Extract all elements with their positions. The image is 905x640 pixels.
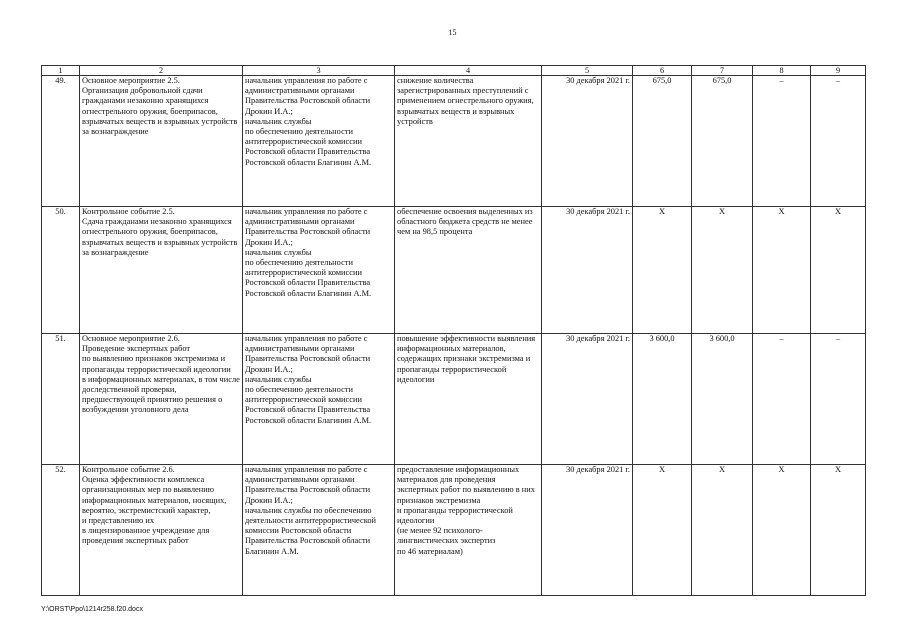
deadline-date: 30 декабря 2021 г. <box>542 465 633 596</box>
event-name: Основное мероприятие 2.6. Проведение экспертных работ по выявлению признаков экстремизма и пропаганды террористической идеологии в информационных материалах, в том числе доследственной проверки, предшествующей принятию решения о возбуждении уголовного дела <box>80 334 243 465</box>
page-number: 15 <box>448 28 457 37</box>
header-cell: 5 <box>542 66 633 76</box>
value-col7: Х <box>692 207 753 334</box>
value-col9: Х <box>811 465 866 596</box>
value-col9: Х <box>811 207 866 334</box>
responsible-person: начальник управления по работе с административными органами Правительства Ростовской области Дрокин И.А.; начальник службы по обеспечению деятельности антитеррористической комиссии Ростовской области Правительства Ростовской области Благинин А.М. <box>243 465 395 596</box>
responsible-person: начальник управления по работе с административными органами Правительства Ростовской области Дрокин И.А.; начальник службы по обеспечению деятельности антитеррористической комиссии Ростовской области Правительства Ростовской области Благинин А.М. <box>243 334 395 465</box>
value-col6: 3 600,0 <box>633 334 692 465</box>
value-col8: – <box>753 334 811 465</box>
expected-result: предоставление информационных материалов для проведения экспертных работ по выявлению в них признаков экстремизма и пропаганды террористической идеологии (не менее 92 психолого-лингвистических экспертиз по 46 материалам) <box>395 465 542 596</box>
value-col7: 675,0 <box>692 76 753 207</box>
header-cell: 4 <box>395 66 542 76</box>
header-cell: 1 <box>42 66 80 76</box>
expected-result: повышение эффективности выявления информационных материалов, содержащих признаки экстремизма и пропаганды террористической идеологии <box>395 334 542 465</box>
header-cell: 9 <box>811 66 866 76</box>
value-col8: – <box>753 76 811 207</box>
table-row <box>42 207 866 334</box>
header-cell: 8 <box>753 66 811 76</box>
value-col7: Х <box>692 465 753 596</box>
plan-table <box>41 65 866 596</box>
deadline-date: 30 декабря 2021 г. <box>542 207 633 334</box>
header-cell: 2 <box>80 66 243 76</box>
value-col9: – <box>811 334 866 465</box>
header-cell: 7 <box>692 66 753 76</box>
value-col6: Х <box>633 207 692 334</box>
value-col7: 3 600,0 <box>692 334 753 465</box>
row-number: 52. <box>42 465 80 596</box>
value-col6: Х <box>633 465 692 596</box>
table-row <box>42 465 866 596</box>
header-cell: 6 <box>633 66 692 76</box>
event-name: Основное мероприятие 2.5. Организация добровольной сдачи гражданами незаконно хранящихся огнестрельного оружия, боеприпасов, взрывчатых веществ и взрывных устройств за вознаграждение <box>80 76 243 207</box>
row-number: 50. <box>42 207 80 334</box>
expected-result: обеспечение освоения выделенных из областного бюджета средств не менее чем на 98,5 процента <box>395 207 542 334</box>
deadline-date: 30 декабря 2021 г. <box>542 334 633 465</box>
value-col8: Х <box>753 465 811 596</box>
header-row <box>42 66 866 76</box>
event-name: Контрольное событие 2.5. Сдача гражданами незаконно хранящихся огнестрельного оружия, боеприпасов, взрывчатых веществ и взрывных устройств за вознаграждение <box>80 207 243 334</box>
table-row <box>42 76 866 207</box>
event-name: Контрольное событие 2.6. Оценка эффективности комплекса организационных мер по выявлению информационных материалов, носящих, вероятно, экстремистский характер, и представлению их в лицензированное учреждение для проведения экспертных работ <box>80 465 243 596</box>
value-col6: 675,0 <box>633 76 692 207</box>
responsible-person: начальник управления по работе с административными органами Правительства Ростовской области Дрокин И.А.; начальник службы по обеспечению деятельности антитеррористической комиссии Ростовской области Правительства Ростовской области Благинин А.М. <box>243 207 395 334</box>
header-cell: 3 <box>243 66 395 76</box>
responsible-person: начальник управления по работе с административными органами Правительства Ростовской области Дрокин И.А.; начальник службы по обеспечению деятельности антитеррористической комиссии Ростовской области Правительства Ростовской области Благинин А.М. <box>243 76 395 207</box>
value-col9: – <box>811 76 866 207</box>
row-number: 51. <box>42 334 80 465</box>
expected-result: снижение количества зарегистрированных преступлений с применением огнестрельного оружия, взрывчатых веществ и взрывных устройств <box>395 76 542 207</box>
table-row <box>42 334 866 465</box>
file-path-footer: Y:\ORST\Ppo\1214r258.f20.docx <box>41 606 143 613</box>
row-number: 49. <box>42 76 80 207</box>
deadline-date: 30 декабря 2021 г. <box>542 76 633 207</box>
value-col8: Х <box>753 207 811 334</box>
